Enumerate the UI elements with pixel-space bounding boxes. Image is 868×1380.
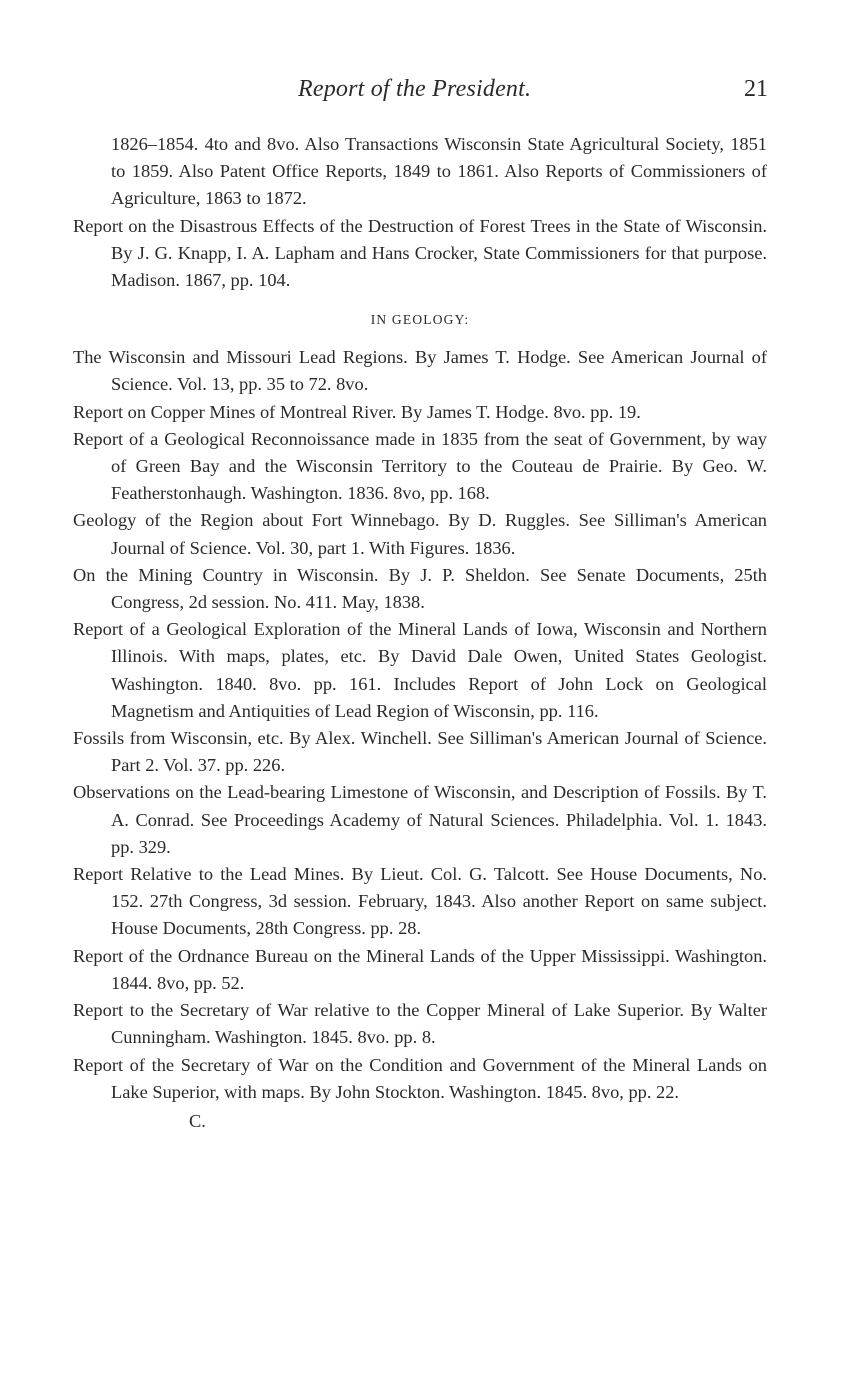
bibliography-entry: Report on the Disastrous Effects of the Destruction of Forest Trees in the State of Wisconsin. By J. G. Knapp, I. A. Lapham and Hans Crocker, State Commissioners for that purpose. Madison. 1867, pp. 104.: [73, 215, 767, 291]
bibliography-entry: Observations on the Lead-bearing Limestone of Wisconsin, and Description of Fossils. By T. A. Conrad. See Proceedings Academy of Natural Sciences. Philadelphia. Vol. 1. 1843. pp. 329.: [73, 782, 767, 857]
signature-mark: C.: [189, 1110, 206, 1131]
page-number: 21: [744, 76, 768, 102]
bibliography-entry: On the Mining Country in Wisconsin. By J. P. Sheldon. See Senate Documents, 25th Congress, 2d session. No. 411. May, 1838.: [73, 564, 767, 613]
bibliography-entry-continued: 1826–1854. 4to and 8vo. Also Transactions Wisconsin State Agricultural Society, 1851 to 1859. Also Patent Office Reports, 1849 to 1861. Also Reports of Commissioners of Agriculture, 1863 to 1872.: [111, 134, 767, 209]
bibliography-entry: The Wisconsin and Missouri Lead Regions. By James T. Hodge. See American Journal of Science. Vol. 13, pp. 35 to 72. 8vo.: [73, 347, 767, 395]
bibliography-entry: Report of the Secretary of War on the Condition and Government of the Mineral Lands on Lake Superior, with maps. By John Stockton. Washington. 1845. 8vo, pp. 22.: [73, 1054, 767, 1102]
bibliography-entry: Report of the Ordnance Bureau on the Mineral Lands of the Upper Mississippi. Washington. 1844. 8vo, pp. 52.: [73, 945, 767, 993]
section-heading: IN GEOLOGY:: [370, 312, 470, 328]
running-head: [0, 76, 868, 108]
running-title: Report of the President.: [298, 76, 532, 102]
bibliography-entry: Report of a Geological Reconnoissance made in 1835 from the seat of Government, by way of Green Bay and the Wisconsin Territory to the Couteau de Prairie. By Geo. W. Featherstonhaugh. Washington. 1836. 8vo, pp. 168.: [73, 428, 767, 504]
bibliography-entry: Report to the Secretary of War relative to the Copper Mineral of Lake Superior. By Walter Cunningham. Washington. 1845. 8vo. pp. 8.: [73, 1000, 767, 1048]
bibliography-entry: Report on Copper Mines of Montreal River. By James T. Hodge. 8vo. pp. 19.: [73, 401, 641, 422]
bibliography-entry: Report Relative to the Lead Mines. By Lieut. Col. G. Talcott. See House Documents, No. 152. 27th Congress, 3d session. February, 1843. Also another Report on same subject. House Documents, 28th Congress. pp. 28.: [73, 864, 767, 939]
body-text: [73, 131, 767, 1135]
bibliography-entry: Report of a Geological Exploration of the Mineral Lands of Iowa, Wisconsin and Northern Illinois. With maps, plates, etc. By David Dale Owen, United States Geologist. Washington. 1840. 8vo. pp. 161. Includes Report of John Lock on Geological Magnetism and Antiquities of Lead Region of Wisconsin, pp. 116.: [73, 619, 767, 721]
bibliography-entry: Fossils from Wisconsin, etc. By Alex. Winchell. See Silliman's American Journal of Science. Part 2. Vol. 37. pp. 226.: [73, 728, 767, 776]
bibliography-entry: Geology of the Region about Fort Winnebago. By D. Ruggles. See Silliman's American Journal of Science. Vol. 30, part 1. With Figures. 1836.: [73, 510, 767, 558]
